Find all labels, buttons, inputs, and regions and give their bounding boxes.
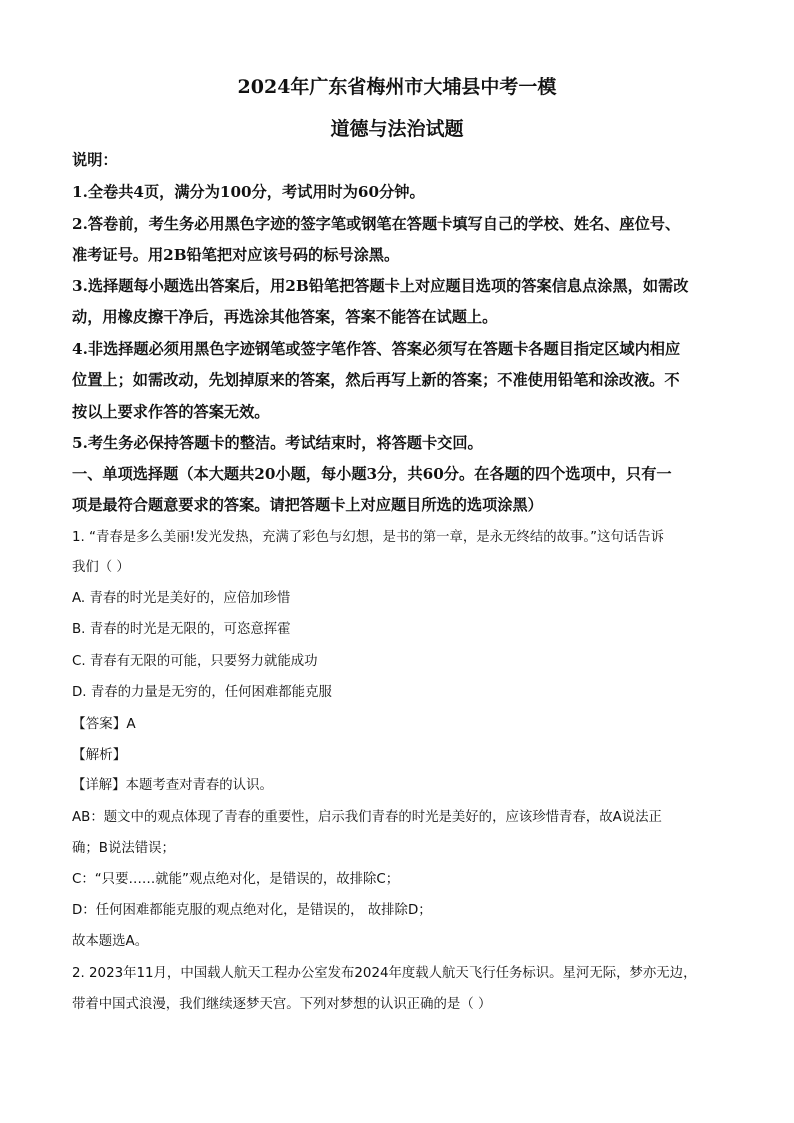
instruction-line: 位置上；如需改动，先划掉原来的答案，然后再写上新的答案；不准使用铅笔和涂改液。不 [72, 371, 680, 389]
answer-label: 【答案】A [72, 716, 136, 732]
question-1-stem: 1. “青春是多么美丽!发光发热，充满了彩色与幻想，是书的第一章，是永无终结的故事。”这句话告诉 [72, 530, 664, 545]
option-c: C. 青春有无限的可能，只要努力就能成功 [72, 654, 318, 669]
section-heading: 一、单项选择题（本大题共20小题，每小题3分，共60分。在各题的四个选项中，只有一 [72, 465, 672, 483]
explanation-line: 【详解】本题考查对青春的认识。 [72, 778, 273, 793]
instruction-line: 1.全卷共4页，满分为100分，考试用时为60分钟。 [72, 183, 425, 201]
section-heading-cont: 项是最符合题意要求的答案。请把答题卡上对应题目所选的选项涂黑） [72, 496, 543, 514]
instruction-line: 5.考生务必保持答题卡的整洁。考试结束时，将答题卡交回。 [72, 434, 483, 452]
page-subtitle: 道德与法治试题 [330, 118, 464, 140]
instruction-line: 按以上要求作答的答案无效。 [72, 403, 270, 421]
question-2-stem: 2. 2023年11月，中国载人航天工程办公室发布2024年度载人航天飞行任务标识。星河无际，梦亦无边， [72, 966, 697, 981]
instruction-line: 4.非选择题必须用黑色字迹钢笔或签字笔作答、答案必须写在答题卡各题目指定区域内相应 [72, 340, 681, 358]
explanation-line: AB：题文中的观点体现了青春的重要性，启示我们青春的时光是美好的，应该珍惜青春，故A说法正 [72, 810, 662, 825]
page-title: 2024年广东省梅州市大埔县中考一模 [237, 76, 557, 98]
instruction-line: 准考证号。用2B铅笔把对应该号码的标号涂黑。 [72, 246, 400, 264]
explanation-line: 故本题选A。 [72, 934, 149, 949]
instruction-line: 3.选择题每小题选出答案后，用2B铅笔把答题卡上对应题目选项的答案信息点涂黑，如需改 [72, 277, 689, 295]
explanation-line: 确；B说法错误； [72, 841, 175, 856]
question-2-stem-cont: 带着中国式浪漫，我们继续逐梦天宫。下列对梦想的认识正确的是（ ） [72, 997, 492, 1012]
question-1-stem-cont: 我们（ ） [72, 560, 130, 575]
explanation-line: D：任何困难都能克服的观点绝对化，是错误的， 故排除D； [72, 903, 432, 918]
option-a: A. 青春的时光是美好的，应倍加珍惜 [72, 591, 291, 606]
instruction-line: 动，用橡皮擦干净后，再选涂其他答案，答案不能答在试题上。 [72, 308, 498, 326]
option-b: B. 青春的时光是无限的，可恣意挥霍 [72, 622, 291, 637]
instructions-heading: 说明： [72, 151, 118, 169]
option-d: D. 青春的力量是无穷的，任何困难都能克服 [72, 685, 332, 700]
explanation-line: C：“只要……就能”观点绝对化，是错误的，故排除C； [72, 872, 400, 887]
analysis-label: 【解析】 [72, 747, 127, 763]
instruction-line: 2.答卷前，考生务必用黑色字迹的签字笔或钢笔在答题卡填写自己的学校、姓名、座位号、 [72, 215, 681, 233]
